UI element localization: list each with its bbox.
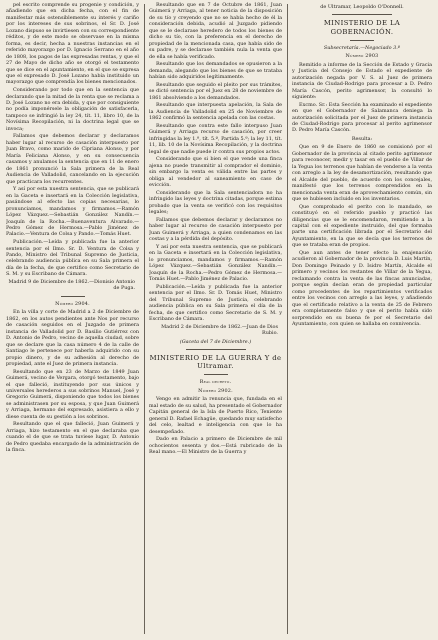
decree-number: Número 2904. (55, 300, 90, 307)
paragraph: Resultando que los demandados se opusieron a la demanda, alegando que los bienes de que se trataba habían sido adquiridos legítimamente. (149, 61, 282, 81)
column-rule (287, 4, 288, 634)
paragraph: Resultando que seguido el pleito por sus trámites, se dictó sentencia por el Juez en 28 de noviembre de 1861 absolviendo a los demandados. (149, 81, 282, 101)
paragraph: Considerando por todo que en la sentencia que declarando que la mitad de la renta que se reclama a D. José Lozano no era debida, y que por consiguiente no podía imponérsele la obligación de satisfacerla, tampoco se infringió la ley 24, tít. 11, libro 10, de la Novísima Recopilación, ni la doctrina legal que se invoca; (6, 87, 139, 132)
signature-line: de Ultramar, Leopoldo O'Donnell. (320, 4, 404, 10)
column-right (292, 2, 432, 636)
paragraph: Y así por esta nuestra sentencia, que se publicará en la Gaceta e insertará en la Colección legislativa, pasándose al efecto las copias necesarias, lo pronunciamos, mandamos y firmamos.—Ramón López Vázquez.—Sebastián González Nandín.—Joaquín de la Rocha.—Buenaventura Alvarado.—Pedro Gómez de Hermosa.—Pablo Jiménez de Palacio.—Ventura de Colsa y Pando.—Tomás Huet. (6, 186, 139, 238)
paragraph: Que aun antes de tener efecto la enajenación acudieron al Gobernador de la provincia D. Luis Martín, Don Domingo Peinado y D. Isidro Martín, Alcalde el primero y vecinos los restantes de Villar de la Yegua, reclamando contra la venta de las fincas anunciadas, porque según decían eran de propiedad particular como procedentes de los repartimientos verificados entre los vecinos con arreglo a las leyes, y añadiendo que el certificado relativo a la venta de 25 de Febrero era completamente falso y que el perito había sido sorprendido en su buena fe por el Secretario del Ayuntamiento, con quien se hallaba en connivencia. (292, 250, 432, 327)
paragraph: Excmo. Sr.: Esta Sección ha examinado el expediente en que el Gobernador de Salamanca deniega la autorización solicitada por el Juez de primera instancia de Ciudad-Rodrigo para procesar al perito agrimensor D. Pedro María Cascón. (292, 101, 432, 134)
column-rule (144, 4, 145, 634)
paragraph: Publicación.—Leída y publicada fue la anterior sentencia por el Ilmo. Sr. D. Tomás Huet, Ministro del Tribunal Supremo de Justicia, celebrando audiencia pública en su Sala primera el día de la fecha, de que certifico como Secretario de S. M. y Escribano de Cámara. (149, 283, 282, 322)
signature-line: Madrid 2 de Diciembre de 1862.—Juan de Dios Rubio. (161, 323, 278, 337)
section-divider (186, 349, 246, 350)
paragraph: Remitido a informe de la Sección de Estado y Gracia y Justicia del Consejo de Estado el expediente de autorización negada por V. S. al Juez de primera instancia de Ciudad-Rodrigo para procesar a D. Pedro María Cascón, perito agrimensor, la consultó lo siguiente: (292, 61, 432, 101)
ministry-heading: MINISTERIO DE LA GUERRA Y de Ultramar. (149, 353, 282, 371)
paragraph: Fallamos que debemos declarar y declaramos no haber lugar al recurso de casación interpuesto por Juan Guimerá y Arriaga, a quien condenamos en las costas y a la pérdida del depósito. (149, 216, 282, 243)
paragraph: Resulta: (351, 135, 373, 142)
decree-type: Real decreto. (199, 379, 232, 386)
paragraph: Dado en Palacio a primero de Diciembre de mil ochocientos sesenta y dos.—Está rubricado de la Real mano.—El Ministro de la Guerra y (149, 436, 282, 456)
column-middle (149, 2, 282, 636)
section-divider (204, 374, 228, 375)
gazette-reference: (Gaceta del 7 de Diciembre.) (179, 338, 252, 345)
signature-line: Madrid 9 de Diciembre de 1862.—Dionisio Antonio de Puga. (8, 278, 135, 292)
paragraph: Resultando que el que falleció, Juan Guimerá y Arriaga, hizo testamento en el que declaraba que cuando el de que se trata tuviese lugar, D. Antonio de Pedro quedaba encargado de la administración de la finca. (6, 421, 139, 454)
subsecretariat-heading: Subsecretaría.—Negociado 3.º (323, 44, 401, 51)
paragraph: Que en 9 de Enero de 1860 se comisionó por el Gobernador de la provincia al citado perito agrimensor para reconocer, medir y tasar en el pueblo de Villar de la Yegua los terrenos que habían de venderse a la venta con arreglo a la ley de desamortización, resultando que el Alcalde del pueblo, de acuerdo con los concejales, manifestó que los terrenos comprendidos en la mencionada venta eran de aprovechamiento común, sin que se hubiesen incluido en los inventarios. (292, 144, 432, 203)
paragraph: Resultando que interpuesta apelación, la Sala de la Audiencia de Valladolid en 25 de Noviembre de 1862 confirmó la sentencia apelada con las costas. (149, 102, 282, 122)
section-divider (332, 14, 392, 15)
ministry-heading: MINISTERIO DE LA GOBERNACIÓN. (323, 19, 401, 36)
decree-number: Número 2903 (345, 53, 379, 60)
paragraph: pel escrito comprende su progenie y condición, y añadiendo que en dicha fecha, con el fin de manifestar más ostensiblemente su interés y cariño por los intereses de sus sobrinos, el Sr. D. José Lozano dispuso se invirtiesen con su correspondiente réditos, y de este modo se observase en la misma forma, es decir, hecha a nuestras instancias en el referido mayorazgo por D. Ignacio Serrano en el año de 1808, los pagos de las expresadas rentas, y que el 27 de Mayo de dicho año se otorgó el testamento que se dice en el apuntamiento, en el que se expresa que el expresado D. José Lozano había instituido un mayorazgo que comprendía los bienes mencionados. (6, 2, 139, 86)
paragraph: Considerando que si bien el que vende una finca ajena no puede transmitir al comprador el dominio, sin embargo la venta es válida entre las partes y obliga al vendedor al saneamiento en caso de evicción. (149, 156, 282, 189)
column-left (6, 2, 139, 636)
paragraph: Que comprobado el perito con lo mandado, se constituyó en el referido pueblo y practicó las diligencias que se le encomendaron, remitiendo a la capital con el expediente instruido, del que formaba parte una certificación librada por el Secretario del Ayuntamiento, en la que se decía que los terrenos de que se trataba eran de propios. (292, 203, 432, 249)
paragraph: Considerando que la Sala sentenciadora no ha infringido las leyes y doctrina citadas, porque estima probado que la venta se verificó con los requisitos legales; (149, 189, 282, 216)
section-divider (61, 296, 85, 297)
paragraph: Resultando que contra este fallo interpuso Juan Guimerá y Arriaga recurso de casación, por creer infringidas la ley 1.ª, tít. 5.º, Partida 5.ª; la ley 11, tít. 11, lib. 10 de la Novísima Recopilación, y la doctrina legal de que nadie puede ir contra sus propios actos. (149, 122, 282, 155)
paragraph: Vengo en admitir la renuncia que, fundada en el mal estado de su salud, ha presentado el Gobernador Capitán general de la Isla de Puerto Rico, Teniente general D. Rafael Echagüe, quedando muy satisfecho del celo, lealtad e inteligencia con que lo ha desempeñado. (149, 396, 282, 435)
decree-number: Número 2902. (198, 387, 233, 394)
paragraph: Publicación.—Leída y publicada fue la anterior sentencia por el Ilmo. Sr. D. Ventura de Colsa y Pando, Ministro del Tribunal Supremo de Justicia, celebrando audiencia pública en su Sala primera el día de la fecha, de que certifico como Secretario de S. M. y su Escribano de Cámara. (6, 239, 139, 278)
paragraph: Fallamos que debemos declarar y declaramos haber lugar al recurso de casación interpuesto por Juan Bravo, como marido de Cipriana Alonso, y por María Feliciana Alonso, y en su consecuencia casamos y anulamos la sentencia que en 11 de enero de 1861 pronunció la Sala primera de la Real Audiencia de Valladolid, cancelando en la ejecución que practicara los recurrentes. (6, 133, 139, 185)
section-divider (350, 40, 374, 41)
paragraph: Y así por esta nuestra sentencia, que se publicará en la Gaceta e insertará en la Colección legislativa, lo pronunciamos, mandamos y firmamos.—Ramón López Vázquez.—Sebastián González Nandín.—Joaquín de la Rocha.—Pedro Gómez de Hermosa.—Tomás Huet.—Pablo Jiménez de Palacio. (149, 243, 282, 283)
paragraph: En la villa y corte de Madrid a 2 de Diciembre de 1862, en los autos pendientes ante Nos por recurso de casación seguidos en el Juzgado de primera instancia de Valladolid por D. Basilio Gutiérrez con D. Antonio de Pedro, vecino de aquella ciudad, sobre que se declare que la casa número 4 de la calle de Santiago le pertenece por haberla adquirido con su propio dinero, y de su adhesión al derecho de propiedad, ante el Juez de primera instancia. (6, 309, 139, 367)
paragraph: Resultando que en 7 de Octubre de 1861, Juan Guimerá y Arriaga, al tener noticia de la disposición de su tío y creyendo que no se había hecho de él la consideración debida, acudió al Juzgado pidiendo que se le declarase heredero de todos los bienes de dicho su tío, con la preferencia en el derecho de propiedad de la mencionada casa, que había sido de su padre, y se declarase también nula la venta que de ella se había verificado. (149, 2, 282, 60)
paragraph: Resultando que en 23 de Marzo de 1849 Juan Guimerá, vecino de Vergara, otorgó testamento, bajo el que falleció, instituyendo por sus únicos y universales herederos a sus sobrinos Manuel, José y Gregorio Guimerá, disponiendo que todos los bienes se administrasen por su esposa, y que Juan Guimerá y Arriaga, hermano del expresado, asistiera a ello y diese cuenta de su gestión a los sobrinos. (6, 368, 139, 420)
